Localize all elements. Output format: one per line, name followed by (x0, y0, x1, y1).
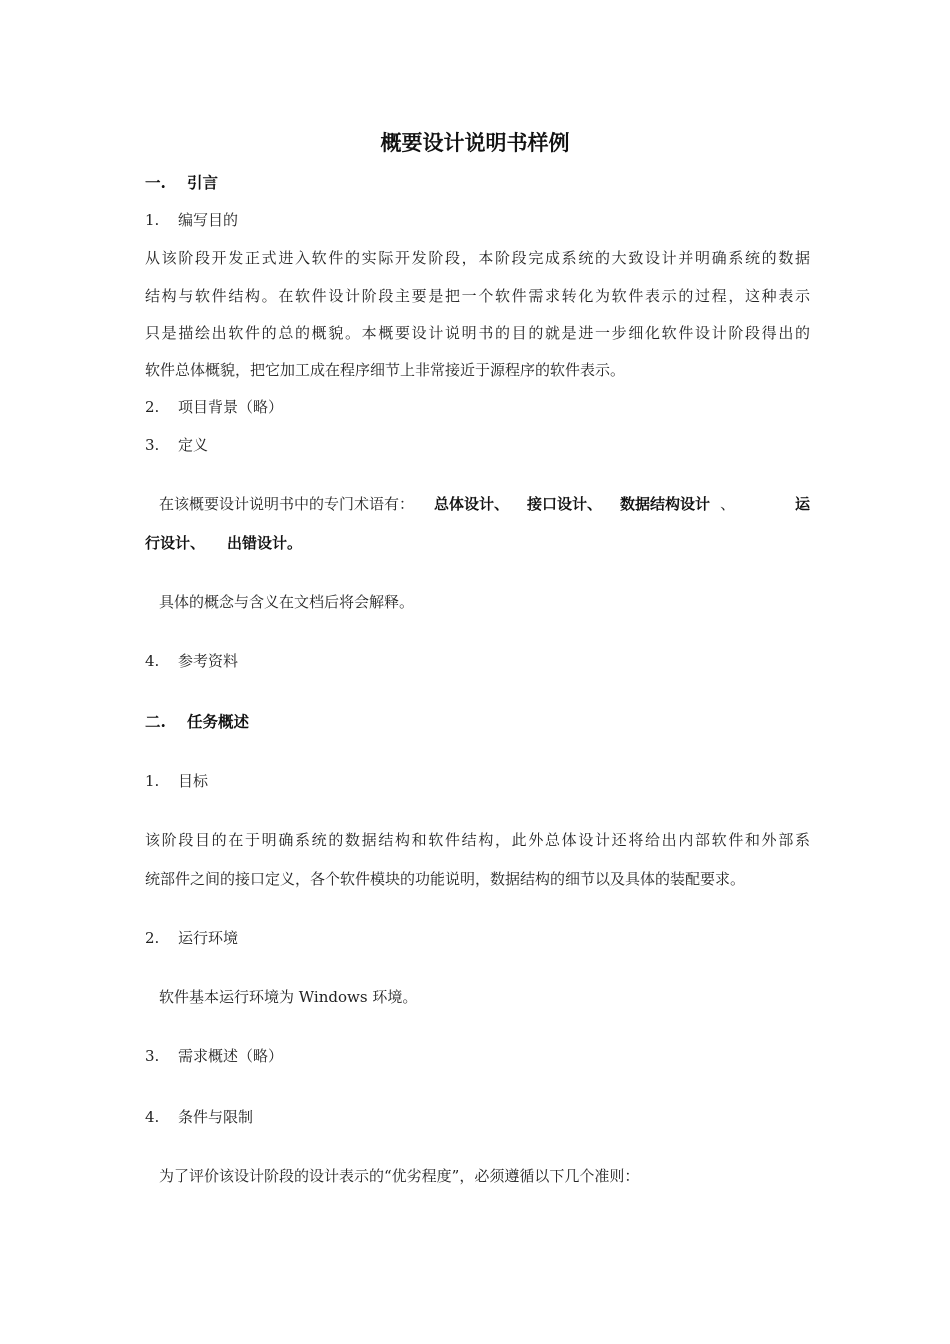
terms-line (159, 494, 810, 514)
subsection-title: 运行环境 (178, 929, 239, 947)
section-title: 引言 (187, 173, 219, 192)
subsection-number: 1. (145, 772, 160, 790)
term-separator: 、 (720, 495, 736, 513)
subsection-title: 目标 (178, 772, 209, 790)
subsection-heading-goal (145, 771, 810, 791)
subsection-heading-purpose (145, 210, 810, 230)
term: 行设计、 (145, 534, 206, 552)
subsection-number: 1. (145, 211, 160, 229)
paragraph-line: 从该阶段开发正式进入软件的实际开发阶段，本阶段完成系统的大致设计并明确系统的数据 (145, 249, 810, 267)
subsection-title: 条件与限制 (178, 1108, 254, 1126)
section-title: 任务概述 (187, 712, 250, 731)
paragraph-line: 软件总体概貌，把它加工成在程序细节上非常接近于源程序的软件表示。 (145, 361, 626, 379)
term: 数据结构设计 (620, 495, 711, 513)
subsection-heading-definitions (145, 435, 810, 455)
paragraph-line: 结构与软件结构。在软件设计阶段主要是把一个软件需求转化为软件表示的过程，这种表示 (145, 287, 810, 305)
paragraph-line: 只是描绘出软件的总的概貌。本概要设计说明书的目的就是进一步细化软件设计阶段得出的 (145, 324, 810, 342)
section-heading-task-overview (145, 712, 810, 732)
subsection-number: 4. (145, 652, 160, 670)
subsection-title: 定义 (178, 436, 209, 454)
subsection-heading-environment (145, 928, 810, 948)
environment-text: 软件基本运行环境为 Windows 环境。 (159, 988, 418, 1006)
criteria-text: 为了评价该设计阶段的设计表示的“优劣程度”，必须遵循以下几个准则： (159, 1167, 640, 1185)
term: 总体设计、 (434, 495, 510, 513)
subsection-number: 4. (145, 1108, 160, 1126)
section-heading-intro (145, 173, 810, 193)
terms-line-2 (145, 533, 810, 553)
subsection-title: 项目背景（略） (178, 398, 284, 416)
subsection-heading-constraints (145, 1107, 810, 1127)
paragraph-line: 统部件之间的接口定义，各个软件模块的功能说明，数据结构的细节以及具体的装配要求。 (145, 870, 746, 888)
subsection-title: 参考资料 (178, 652, 239, 670)
section-number: 二. (145, 712, 166, 731)
subsection-heading-background (145, 397, 810, 417)
term: 运 (794, 495, 810, 513)
subsection-heading-references (145, 651, 810, 671)
subsection-number: 2. (145, 929, 160, 947)
subsection-title: 需求概述（略） (178, 1047, 284, 1065)
subsection-title: 编写目的 (178, 211, 239, 229)
subsection-number: 3. (145, 1047, 160, 1065)
subsection-number: 2. (145, 398, 160, 416)
document-title: 概要设计说明书样例 (380, 130, 570, 155)
term: 接口设计、 (527, 495, 603, 513)
term: 出错设计。 (227, 534, 303, 552)
subsection-heading-requirements (145, 1046, 810, 1066)
paragraph-line: 该阶段目的在于明确系统的数据结构和软件结构，此外总体设计还将给出内部软件和外部系 (145, 831, 810, 849)
section-number: 一. (145, 173, 166, 192)
terms-intro: 在该概要设计说明书中的专门术语有： (159, 495, 415, 513)
concept-note: 具体的概念与含义在文档后将会解释。 (159, 593, 415, 611)
subsection-number: 3. (145, 436, 160, 454)
